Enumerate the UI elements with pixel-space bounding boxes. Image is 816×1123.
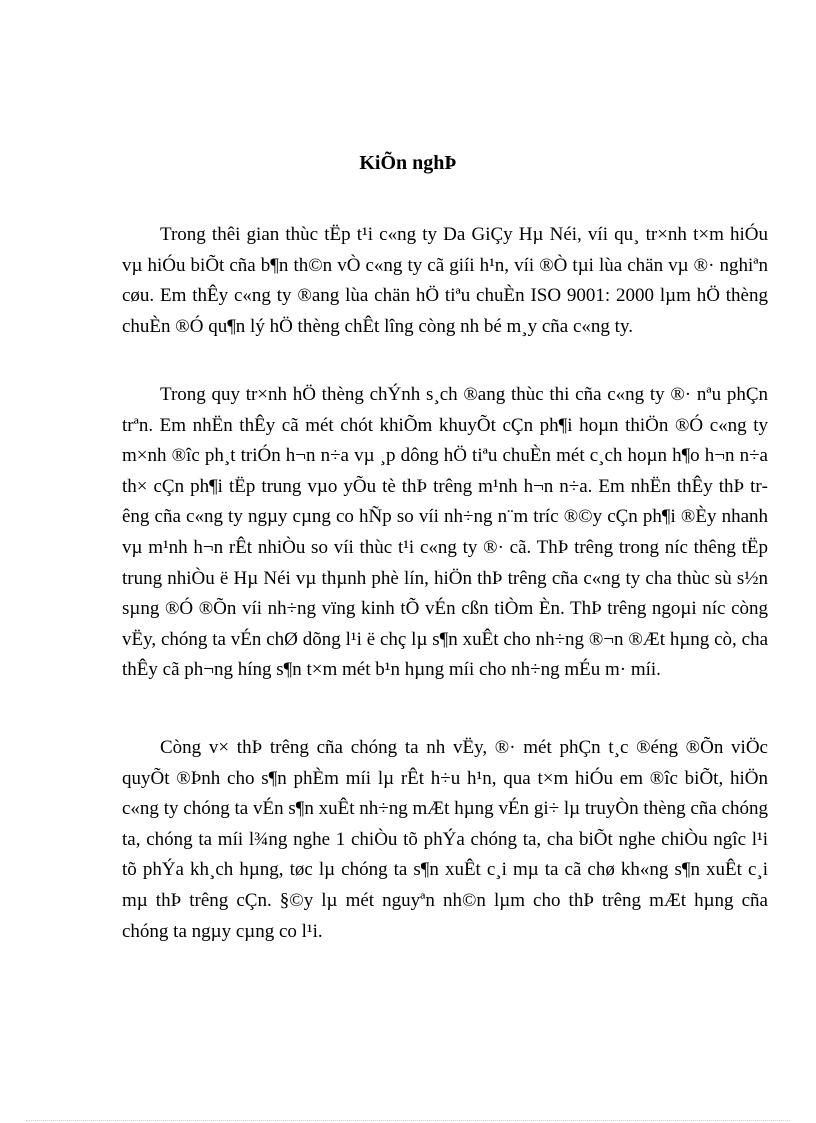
paragraph-2: Trong quy tr×nh hÖ thèng chÝnh s¸ch ®ang thùc thi cña c«ng ty ®· nªu phÇn trªn. Em nhËn thÊy cã mét chót khiÕm khuyÕt cÇn ph¶i hoµn thiÖn ®Ó c«ng ty m×nh ®îc ph¸t triÓn h¬n n÷a vµ ¸p dông hÖ tiªu chuÈn mét c¸ch hoµn h¶o h¬n n÷a th× cÇn ph¶i tËp trung vµo yÕu tè thÞ trêng m¹nh h¬n n÷a. Em nhËn thÊy thÞ trêng cña c«ng ty ngµy cµng co hÑp so víi nh÷ng n¨m tríc ®©y cÇn ph¶i ®Èy nhanh vµ m¹nh h¬n rÊt nhiÒu so víi thùc t¹i c«ng ty ®· cã. ThÞ trêng trong níc thêng tËp trung nhiÒu ë Hµ Néi vµ thµnh phè lín, hiÖn thÞ trêng cña c«ng ty cha thùc sù s½n sµng ®Ó ®Õn víi nh÷ng vïng kinh tÕ vÉn cßn tiÒm Èn. ThÞ trêng ngoµi níc còng vËy, chóng ta vÉn chØ dõng l¹i ë chç lµ s¶n xuÊt cho nh÷ng ®¬n ®Æt hµng cò, cha thÊy cã ph¬ng híng s¶n t×m mét b¹n hµng míi cho nh÷ng mÉu m· míi. [122, 384, 768, 681]
page-title: KiÕn nghÞ [359, 152, 457, 174]
page-bottom-divider [26, 1120, 790, 1121]
paragraph-1: Trong thêi gian thùc tËp t¹i c«ng ty Da GiÇy Hµ Néi, víi qu¸ tr×nh t×m hiÓu vµ hiÓu biÕt cña b¶n th©n vÒ c«ng ty cã giíi h¹n, víi ®Ò tµi lùa chän vµ ®· nghiªn cøu. Em thÊy c«ng ty ®ang lùa chän hÖ tiªu chuÈn ISO 9001: 2000 lµm hÖ thèng chuÈn ®Ó qu¶n lý hÖ thèng chÊt lîng còng nh bé m¸y cña c«ng ty. [122, 224, 768, 337]
paragraph-3: Còng v× thÞ trêng cña chóng ta nh vËy, ®· mét phÇn t¸c ®éng ®Õn viÖc quyÕt ®Þnh cho s¶n phÈm míi lµ rÊt h÷u h¹n, qua t×m hiÓu em ®îc biÕt, hiÖn c«ng ty chóng ta vÉn s¶n xuÊt nh÷ng mÆt hµng vÉn gi÷ lµ truyÒn thèng cña chóng ta, chóng ta míi l¾ng nghe 1 chiÒu tõ phÝa chóng ta, cha biÕt nghe chiÒu ngîc l¹i tõ phÝa kh¸ch hµng, tøc lµ chóng ta s¶n xuÊt c¸i mµ ta cã chø kh«ng s¶n xuÊt c¸i mµ thÞ trêng cÇn. §©y lµ mét nguyªn nh©n lµm cho thÞ trêng mÆt hµng cña chóng ta ngµy cµng co l¹i. [122, 737, 768, 942]
